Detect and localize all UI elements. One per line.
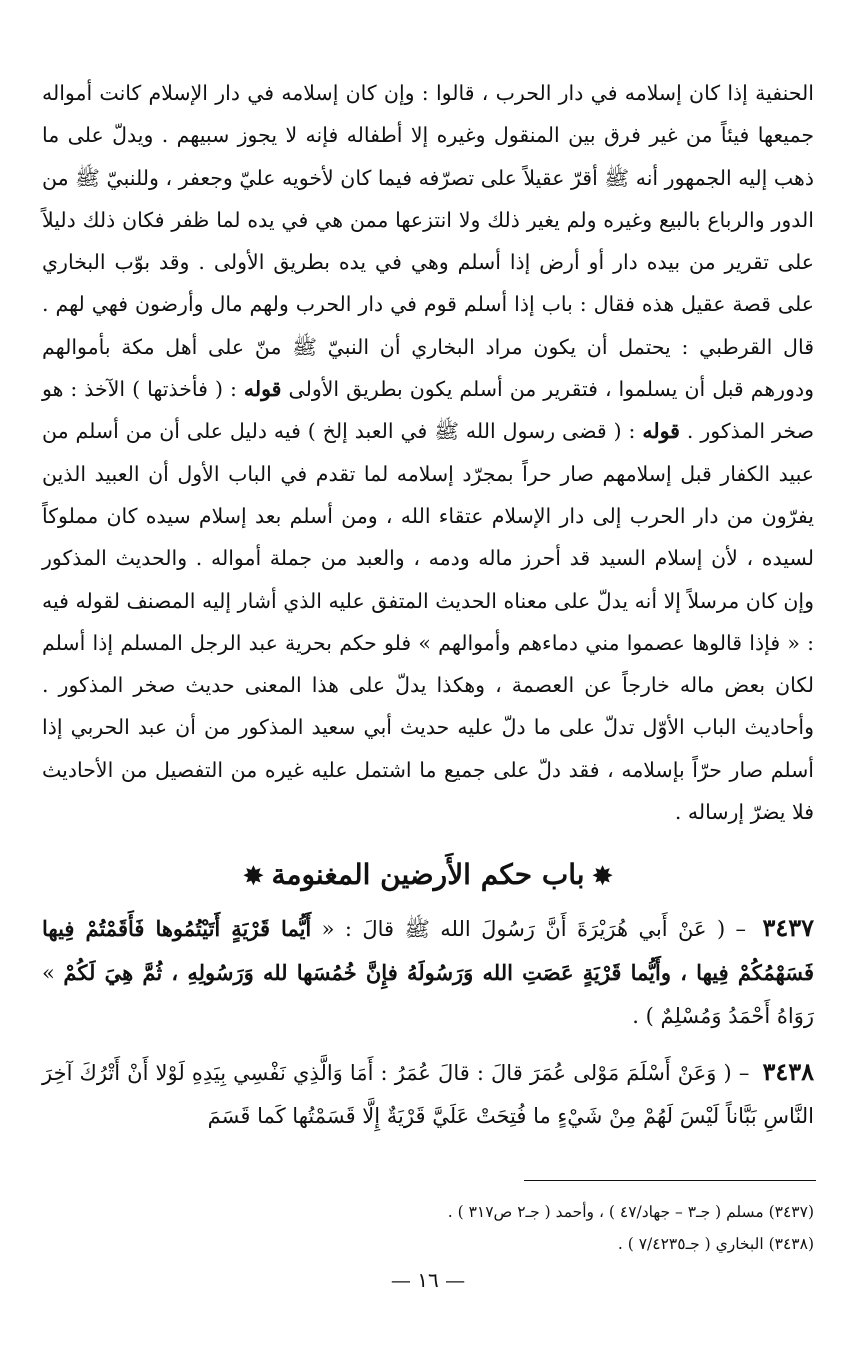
footnote-3437: (٣٤٣٧) مسلم ( جـ٣ – جهاد/٤٧ ) ، وأحمد ( جـ٢ ص٣١٧ ) .: [447, 1203, 814, 1221]
hadith-3438: [42, 1050, 814, 1138]
commentary-text: [42, 72, 814, 833]
hadith-matn: أَيُّما قَرْيَةٍ أَتَيْتُمُوها فَأَقَمْتُمْ فِيها فَسَهْمُكُمْ فِيها ، وأَيُّما قَرْيَةٍ عَصَتِ الله وَرَسُولَهُ فإِنَّ خُمُسَها لله وَرَسُولِهِ ، ثُمَّ هِيَ لَكُمْ: [42, 916, 814, 986]
footnote-3438: (٣٤٣٨) البخاري ( جـ٧/٤٢٣٥ ) .: [617, 1235, 814, 1253]
footnotes: [42, 1196, 814, 1260]
hadith-3437: [42, 906, 814, 1038]
chapter-heading: [42, 855, 814, 896]
hadith-number: ٣٤٣٨: [762, 1057, 814, 1087]
commentary-paragraph: [42, 72, 814, 833]
commentary-part-3: : ( قضى رسول الله ﷺ في العبد إلخ ) فيه دليل على أن من أسلم من عبيد الكفار قبل إسلامهم صار حراً بمجرّد إسلامه لما تقدم في الباب الأول أن العبيد الذين يفرّون من دار الحرب إلى دار الإسلام عتقاء الله ، ومن أسلم بعد إسلام سيده كان مملوكاً لسيده ، لأن إسلام السيد قد أحرز ماله ودمه ، والعبد من جملة أمواله . والحديث المذكور وإن كان مرسلاً إلا أنه يدلّ على معناه الحديث المتفق عليه الذي أشار إليه المصنف لقوله فيه : « فإذا قالوها عصموا مني دماءهم وأموالهم » فلو حكم بحرية عبد الرجل المسلم إذا أسلم لكان بعض ماله خارجاً عن العصمة ، وهكذا يدلّ على هذا المعنى حديث صخر المذكور . وأحاديث الباب الأوّل تدلّ على ما دلّ عليه حديث أبي سعيد المذكور من أن عبد الحربي إذا أسلم صار حرّاً بإسلامه ، فقد دلّ على جميع ما اشتمل عليه غيره من التفصيل من الأحاديث فلا يضرّ إرساله .: [42, 419, 814, 825]
qawluhu-keyword: قوله: [243, 377, 282, 402]
commentary-part-1: الحنفية إذا كان إسلامه في دار الحرب ، قالوا : وإن كان إسلامه في دار الإسلام كانت أمواله جميعها فيئاً من غير فرق بين المنقول وغيره إلا أطفاله فإنه لا يجوز سبيهم . ويدلّ على ما ذهب إليه الجمهور أنه ﷺ أقرّ عقيلاً على تصرّفه فيما كان لأخويه عليّ وجعفر ، وللنبيّ ﷺ من الدور والرباع بالبيع وغيره ولم يغير ذلك ولا انتزعها ممن هي في يده لما ظفر فكان ذلك دليلاً على تقرير من بيده دار أو أرض إذا أسلم وهي في يده بطريق الأولى . وقد بوّب البخاري على قصة عقيل هذه فقال : باب إذا أسلم قوم في دار الحرب ولهم مال وأرضون فهي لهم . قال القرطبي : يحتمل أن يكون مراد البخاري أن النبيّ ﷺ منّ على أهل مكة بأموالهم ودورهم قبل أن يسلموا ، فتقرير من أسلم يكون بطريق الأولى: [42, 81, 814, 402]
star-icon: ✸: [592, 861, 613, 891]
hadith-dash: –: [725, 917, 757, 942]
footnote-divider: [524, 1180, 816, 1181]
hadith-text: ( وَعَنْ أَسْلَمَ مَوْلى عُمَرَ قالَ : قالَ عُمَرُ : أَمَا وَالَّذِي نَفْسِي بِيَدِهِ لَوْلا أَنْ أَتْرُكَ آخِرَ النَّاسِ بَبَّاناً لَيْسَ لَهُمْ مِنْ شَيْءٍ ما فُتِحَتْ عَلَيَّ قَرْيَةٌ إِلَّا قَسَمْتُها كَما قَسَمَ: [42, 1061, 814, 1129]
star-icon: ✸: [243, 861, 264, 891]
hadith-number: ٣٤٣٧: [762, 913, 815, 943]
hadith-section: [42, 906, 814, 1138]
qawluhu-keyword: قوله: [642, 419, 680, 444]
hadith-dash: –: [731, 1061, 757, 1086]
hadith-intro: ( عَنْ أَبي هُرَيْرَةَ أَنَّ رَسُولَ الله ﷺ قالَ : «: [311, 917, 726, 942]
commentary-part-2: : ( فأخذتها ) الآخذ : هو صخر المذكور .: [42, 377, 814, 444]
chapter-title: باب حكم الأَرضين المغنومة: [271, 858, 585, 892]
page-number: — ١٦ —: [390, 1268, 466, 1292]
hadith-outro: » رَوَاهُ أَحْمَدُ وَمُسْلِمٌ ) .: [42, 961, 814, 1029]
